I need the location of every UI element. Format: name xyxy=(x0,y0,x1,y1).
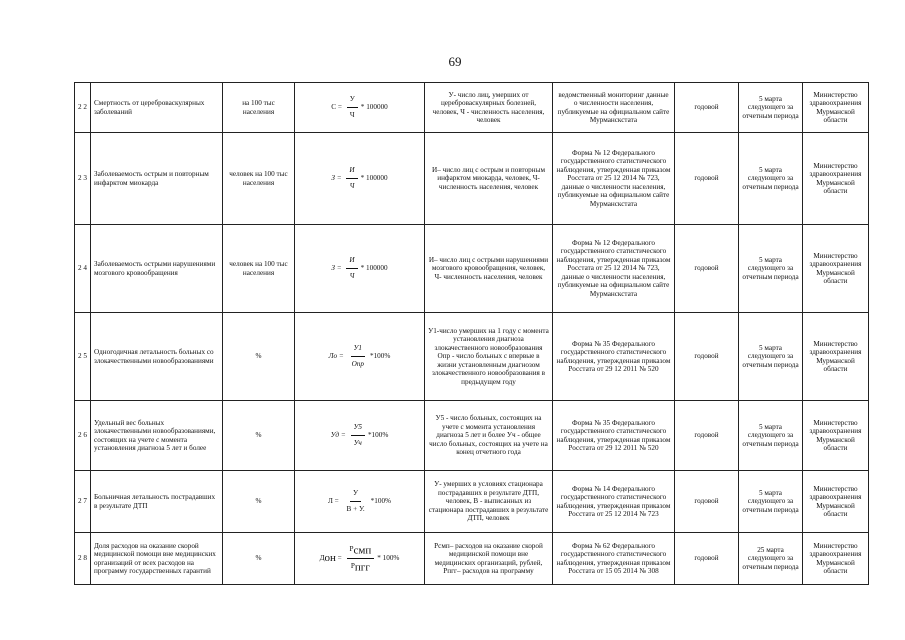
unit-of-measure: % xyxy=(223,401,295,471)
indicator-name: Заболеваемость острыми нарушениями мозгового кровообращения xyxy=(91,225,223,313)
unit-of-measure: на 100 тыс населения xyxy=(223,83,295,133)
indicator-name: Смертность от цереброваскулярных заболеваний xyxy=(91,83,223,133)
formula-lhs: Ло xyxy=(328,352,338,361)
formula-lhs: С xyxy=(331,103,337,112)
indicator-name: Доля расходов на оказание скорой медицинской помощи вне медицинских организаций от всех расходов на программу государственных гарантий xyxy=(91,533,223,585)
table-row xyxy=(75,83,869,133)
formula: З = $\frac{И}{Ч}$ * 100000 xyxy=(331,253,387,284)
data-source: ведомственный мониторинг данные о численности населения, публикуемые на официальном сайте Мурманскстата xyxy=(553,83,675,133)
formula-multiplier: *100% xyxy=(370,497,392,506)
periodicity: годовой xyxy=(675,225,739,313)
formula-multiplier: * 100000 xyxy=(360,264,388,273)
formula-numerator: У xyxy=(347,92,358,108)
deadline: 5 марта следующего за отчетным периода xyxy=(739,83,803,133)
calculation-formula xyxy=(295,401,425,471)
formula-lhs: Д xyxy=(319,554,325,563)
periodicity: годовой xyxy=(675,83,739,133)
formula-numerator: $Р_{смп}$ xyxy=(347,542,375,559)
formula-denominator: Опр xyxy=(351,360,364,368)
indicator-name: Больничная летальность пострадавших в результате ДТП xyxy=(91,471,223,533)
row-number: 2 2 xyxy=(75,83,91,133)
indicators-table xyxy=(74,82,869,585)
formula-multiplier: * 100% xyxy=(377,554,400,563)
calculation-formula xyxy=(295,471,425,533)
unit-of-measure: % xyxy=(223,533,295,585)
formula-multiplier: *100% xyxy=(367,431,389,440)
data-source: Форма № 12 Федерального государственного статистического наблюдения, утвержденная приказом Росстата от 25 12 2014 № 723, данные о численности населения, публикуемые на официальном сайте Мурманскстата xyxy=(553,133,675,225)
responsible-body: Министерство здравоохранения Мурманской области xyxy=(803,225,869,313)
formula: Л = $\frac{У}{В + У.}$ *100% xyxy=(328,486,391,517)
table-row xyxy=(75,471,869,533)
data-source: Форма № 12 Федерального государственного статистического наблюдения, утвержденная приказом Росстата от 25 12 2014 № 723, данные о численности населения, публикуемые на официальном сайте Мурманскстата xyxy=(553,225,675,313)
table-row xyxy=(75,401,869,471)
row-number: 2 4 xyxy=(75,225,91,313)
formula-numerator: И xyxy=(346,253,357,269)
formula: З = $\frac{И}{Ч}$ * 100000 xyxy=(331,163,387,194)
formula: Уд = $\frac{У5}{Уч}$ *100% xyxy=(331,420,389,451)
formula-numerator: У5 xyxy=(351,420,365,436)
formula-multiplier: * 100000 xyxy=(360,103,388,112)
formula-denominator: Ч xyxy=(349,111,355,119)
formula-denominator: Уч xyxy=(353,439,362,447)
responsible-body: Министерство здравоохранения Мурманской области xyxy=(803,313,869,401)
formula-variables: У- число лиц, умерших от цереброваскулярных болезней, человек, Ч - численность населения, человек xyxy=(425,83,553,133)
formula-variables: У1-число умерших на 1 году с момента установления диагноза злокачественного новообразования Опр - число больных с впервые в жизни установленным диагнозом злокачественного новообразования в предыдущем году xyxy=(425,313,553,401)
formula: Д он = $\frac{Р_{смп}}{Р_{пгг}}$ * 100% xyxy=(320,542,400,576)
formula-denominator: Ч xyxy=(349,182,355,190)
formula-fraction xyxy=(351,420,365,451)
formula-multiplier: *100% xyxy=(369,352,391,361)
formula-lhs-subscript: он xyxy=(324,552,336,565)
formula-denominator: В + У. xyxy=(346,505,365,513)
formula-variables: У5 - число больных, состоящих на учете с момента установления диагноза 5 лет и более Уч - общее число больных, состоящих на учете на конец отчетного года xyxy=(425,401,553,471)
periodicity: годовой xyxy=(675,133,739,225)
formula-lhs: Л xyxy=(327,497,333,506)
indicator-name: Удельный вес больных злокачественными новообразованиями, состоящих на учете с момента установления диагноза 5 лет и более xyxy=(91,401,223,471)
table-row xyxy=(75,225,869,313)
unit-of-measure: человек на 100 тыс населения xyxy=(223,133,295,225)
calculation-formula xyxy=(295,83,425,133)
formula: Ло = $\frac{У1}{\text{Опр}}$ *100% xyxy=(329,341,391,372)
table-row xyxy=(75,313,869,401)
responsible-body: Министерство здравоохранения Мурманской области xyxy=(803,133,869,225)
calculation-formula xyxy=(295,313,425,401)
periodicity: годовой xyxy=(675,313,739,401)
formula: С = $\frac{У}{Ч}$ * 100000 xyxy=(331,92,388,123)
formula-lhs: Уд xyxy=(330,431,340,440)
responsible-body: Министерство здравоохранения Мурманской области xyxy=(803,401,869,471)
denominator-subscript: пгг xyxy=(354,561,370,574)
periodicity: годовой xyxy=(675,533,739,585)
responsible-body: Министерство здравоохранения Мурманской области xyxy=(803,471,869,533)
data-source: Форма № 14 Федерального государственного статистического наблюдения, утвержденная приказом Росстата от 25 12 2014 № 723 xyxy=(553,471,675,533)
formula-variables: И– число лиц с острыми нарушениями мозгового кровообращения, человек, Ч- численность населения, человек xyxy=(425,225,553,313)
data-source: Форма № 35 Федерального государственного статистического наблюдения, утвержденная приказом Росстата от 29 12 2011 № 520 xyxy=(553,313,675,401)
formula-variables: Рсмп– расходов на оказание скорой медицинской помощи вне медицинских организаций, рублей, Рпгг– расходов на программу xyxy=(425,533,553,585)
calculation-formula xyxy=(295,533,425,585)
unit-of-measure: % xyxy=(223,471,295,533)
formula-multiplier: * 100000 xyxy=(360,174,388,183)
formula-fraction xyxy=(347,542,375,576)
calculation-formula xyxy=(295,225,425,313)
row-number: 2 5 xyxy=(75,313,91,401)
formula-numerator: У xyxy=(350,486,361,502)
row-number: 2 6 xyxy=(75,401,91,471)
responsible-body: Министерство здравоохранения Мурманской области xyxy=(803,533,869,585)
formula-denominator: Ч xyxy=(349,272,355,280)
periodicity: годовой xyxy=(675,471,739,533)
formula-fraction xyxy=(347,92,358,123)
formula-variables: И– число лиц с острым и повторным инфарктом миокарда, человек, Ч- численность населения, человек xyxy=(425,133,553,225)
deadline: 5 марта следующего за отчетным периода xyxy=(739,471,803,533)
formula-numerator: У1 xyxy=(351,341,365,357)
data-source: Форма № 35 Федерального государственного статистического наблюдения, утвержденная приказом Росстата от 29 12 2011 № 520 xyxy=(553,401,675,471)
indicator-name: Заболеваемость острым и повторным инфарктом миокарда xyxy=(91,133,223,225)
formula-fraction xyxy=(349,341,367,372)
row-number: 2 3 xyxy=(75,133,91,225)
table-row xyxy=(75,533,869,585)
page-number: 69 xyxy=(448,54,462,69)
deadline: 5 марта следующего за отчетным периода xyxy=(739,401,803,471)
formula-fraction xyxy=(346,253,357,284)
formula-numerator: И xyxy=(346,163,357,179)
row-number: 2 7 xyxy=(75,471,91,533)
unit-of-measure: человек на 100 тыс населения xyxy=(223,225,295,313)
indicator-name: Одногодичная летальность больных со злокачественными новообразованиями xyxy=(91,313,223,401)
formula-denominator: $Р_{пгг}$ xyxy=(350,561,370,574)
formula-lhs: З xyxy=(331,174,335,183)
periodicity: годовой xyxy=(675,401,739,471)
formula-fraction xyxy=(344,486,368,517)
table-row xyxy=(75,133,869,225)
deadline: 25 марта следующего за отчетным периода xyxy=(739,533,803,585)
unit-of-measure: % xyxy=(223,313,295,401)
responsible-body: Министерство здравоохранения Мурманской области xyxy=(803,83,869,133)
data-source: Форма № 62 Федерального государственного статистического наблюдения, утвержденная приказом Росстата от 15 05 2014 № 308 xyxy=(553,533,675,585)
deadline: 5 марта следующего за отчетным периода xyxy=(739,133,803,225)
formula-variables: У- умерших в условиях стационара пострадавших в результате ДТП, человек, В - выписанных из стационара пострадавших в результате ДТП, человек xyxy=(425,471,553,533)
row-number: 2 8 xyxy=(75,533,91,585)
formula-fraction xyxy=(346,163,357,194)
calculation-formula xyxy=(295,133,425,225)
deadline: 5 марта следующего за отчетным периода xyxy=(739,313,803,401)
numerator-subscript: смп xyxy=(353,544,372,556)
formula-lhs: З xyxy=(331,264,335,273)
deadline: 5 марта следующего за отчетным периода xyxy=(739,225,803,313)
